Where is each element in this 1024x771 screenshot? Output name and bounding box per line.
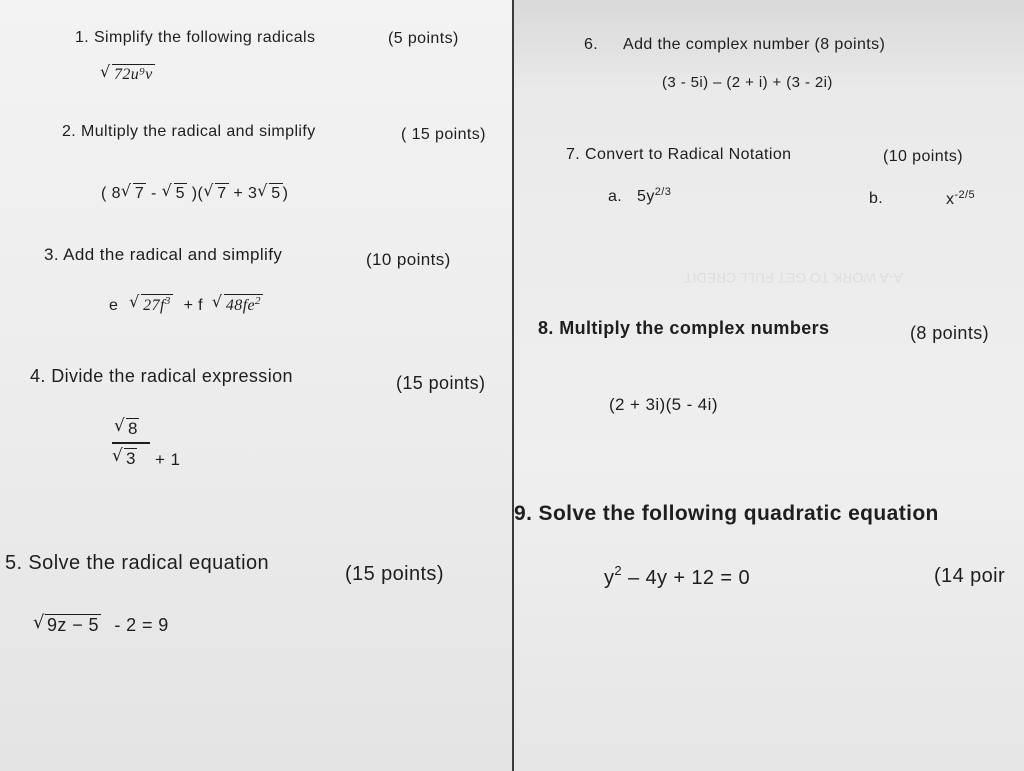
question-2-label: 2. Multiply the radical and simplify [62,123,316,140]
question-6-number: 6. [584,36,599,53]
question-9-points: (14 poir [934,565,1006,587]
question-2-points: ( 15 points) [401,126,486,143]
question-1-label: 1. Simplify the following radicals [75,29,316,46]
question-8-label: 8. Multiply the complex numbers [538,318,830,338]
question-3-label: 3. Add the radical and simplify [44,245,283,264]
question-9-label: 9. Solve the following quadratic equation [514,502,939,525]
question-6-label: Add the complex number (8 points) [623,36,886,53]
question-6-expression: (3 - 5i) – (2 + i) + (3 - 2i) [662,74,833,91]
question-1-expression: √ 72u⁹v [100,62,153,83]
question-7-label: 7. Convert to Radical Notation [566,146,792,163]
question-3-expression: e √ $27f^3 + f$ √ $48fe^2$ [109,292,261,314]
question-7b-expression: $x^{-2/5}$ [946,189,975,208]
question-8-points: (8 points) [910,323,990,343]
question-7a: a. $5y^{2/3}$ [608,186,672,205]
question-1-points: (5 points) [388,30,459,47]
question-3-points: (10 points) [366,250,451,269]
question-2-expression: ( 8 √ 7 - √ 5 )( √ 7 + 3 √ 5 ) [101,181,289,202]
question-4-denominator: √ 3 [112,446,136,468]
question-5-expression: √ 9z − 5 - 2 = 9 [33,612,169,635]
question-8-expression: (2 + 3i)(5 - 4i) [609,395,718,414]
question-4-label: 4. Divide the radical expression [30,366,293,386]
bleed-through-text: A-A WORK TO GET FULL CREDIT [684,270,903,286]
question-7-points: (10 points) [883,148,963,165]
question-7b-label: b. [869,190,884,207]
question-4-numerator: √ 8 [114,416,138,438]
question-5-points: (15 points) [345,563,444,585]
question-9-expression: $y^2 - 4y + 12 = 0$ [604,563,750,589]
right-page-photo [514,0,1024,771]
question-4-points: (15 points) [396,373,486,393]
fraction-bar [112,442,150,444]
question-5-label: 5. Solve the radical equation [5,552,269,574]
question-4-tail: + 1 [155,450,181,469]
